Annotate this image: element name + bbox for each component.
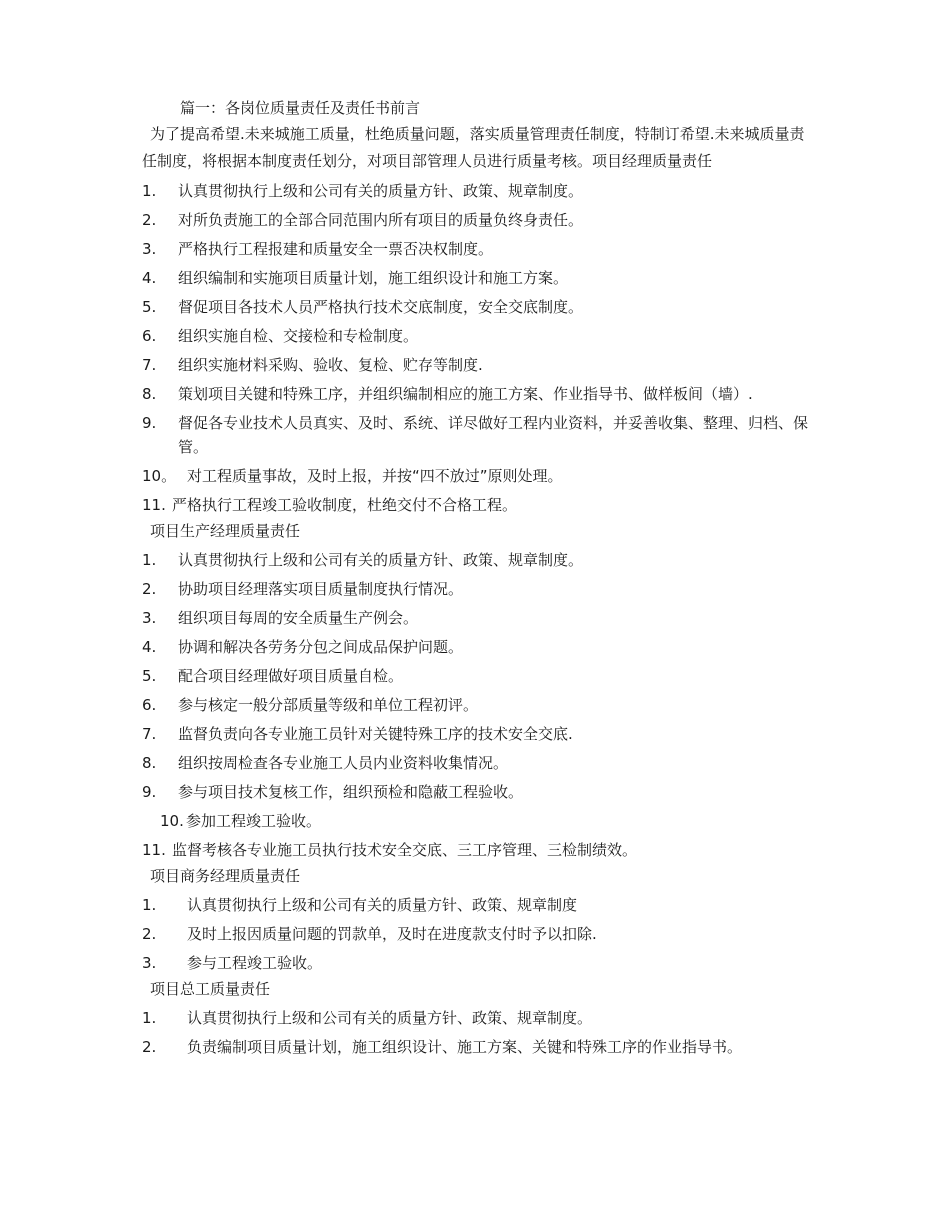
list-item-text: 严格执行工程报建和质量安全一票否决权制度。	[178, 240, 494, 258]
list-item	[142, 1006, 812, 1030]
list-item-number: 1.	[142, 551, 157, 569]
list-item	[142, 577, 812, 601]
intro-paragraph: 为了提高希望.未来城施工质量，杜绝质量问题，落实质量管理责任制度，特制订希望.未来城质量责任制度，将根据本制度责任划分，对项目部管理人员进行质量考核。项目经理质量责任	[142, 125, 805, 170]
list-item-number: 11.	[142, 496, 166, 514]
sections-container	[142, 179, 812, 1059]
list-item-number: 9.	[142, 414, 157, 432]
list-item	[142, 353, 812, 377]
list-item-text: 严格执行工程竣工验收制度，杜绝交付不合格工程。	[172, 496, 518, 514]
list-item-number: 11.	[142, 841, 166, 859]
list-item-text: 负责编制项目质量计划，施工组织设计、施工方案、关键和特殊工序的作业指导书。	[187, 1038, 743, 1056]
list-item-number: 1.	[142, 896, 157, 914]
list-item	[142, 1035, 812, 1059]
list-item	[142, 838, 812, 862]
list-item-number: 8.	[142, 754, 157, 772]
list-item-number: 9.	[142, 783, 157, 801]
list-item-number: 5.	[142, 298, 157, 316]
list-item-text: 协助项目经理落实项目质量制度执行情况。	[178, 580, 464, 598]
list-item-number: 2.	[142, 1038, 157, 1056]
list-item-number: 7.	[142, 356, 157, 374]
list-item	[142, 179, 812, 203]
list-item-text: 组织按周检查各专业施工人员内业资料收集情况。	[178, 754, 509, 772]
list-item-text: 认真贯彻执行上级和公司有关的质量方针、政策、规章制度	[187, 896, 578, 914]
section-heading: 项目总工质量责任	[150, 980, 271, 998]
list-item-text: 监督考核各专业施工员执行技术安全交底、三工序管理、三检制绩效。	[172, 841, 638, 859]
list-item-text: 督促各专业技术人员真实、及时、系统、详尽做好工程内业资料，并妥善收集、整理、归档、保管。	[178, 414, 809, 456]
document-body	[142, 95, 812, 1064]
list-item-text: 参与项目技术复核工作，组织预检和隐蔽工程验收。	[178, 783, 524, 801]
list-item	[142, 324, 812, 348]
list-item	[142, 548, 812, 572]
list-item	[142, 493, 812, 517]
list-item-text: 配合项目经理做好项目质量自检。	[178, 667, 404, 685]
section-heading: 项目商务经理质量责任	[150, 867, 301, 885]
list-item-text: 监督负责向各专业施工员针对关键特殊工序的技术安全交底.	[178, 725, 573, 743]
list-item	[142, 780, 812, 804]
list-item	[142, 635, 812, 659]
list-item-text: 协调和解决各劳务分包之间成品保护问题。	[178, 638, 464, 656]
list-item	[142, 266, 812, 290]
list-item-number: 2.	[142, 211, 157, 229]
list-item	[142, 606, 812, 630]
list-item-text: 对所负责施工的全部合同范围内所有项目的质量负终身责任。	[178, 211, 584, 229]
list-item-number: 5.	[142, 667, 157, 685]
section-heading: 项目生产经理质量责任	[150, 522, 301, 540]
list-item	[142, 237, 812, 261]
list-item-number: 2.	[142, 580, 157, 598]
list-item	[142, 411, 812, 459]
list-item	[142, 464, 812, 488]
list-item-number: 3.	[142, 609, 157, 627]
list-item-text: 参与核定一般分部质量等级和单位工程初评。	[178, 696, 479, 714]
document-title: 篇一：各岗位质量责任及责任书前言	[180, 99, 421, 117]
list-item	[142, 208, 812, 232]
list-item-text: 组织项目每周的安全质量生产例会。	[178, 609, 419, 627]
list-item-text: 对工程质量事故，及时上报，并按“四不放过”原则处理。	[187, 467, 563, 485]
list-item-number: 3.	[142, 240, 157, 258]
list-item-text: 认真贯彻执行上级和公司有关的质量方针、政策、规章制度。	[178, 182, 584, 200]
list-item-text: 及时上报因质量问题的罚款单，及时在进度款支付时予以扣除.	[187, 925, 597, 943]
list-item	[142, 382, 812, 406]
list-item-number: 6.	[142, 696, 157, 714]
list-item-text: 组织编制和实施项目质量计划，施工组织设计和施工方案。	[178, 269, 569, 287]
list-item	[142, 922, 812, 946]
list-item-number: 3.	[142, 954, 157, 972]
list-item	[142, 751, 812, 775]
list-item-number: 10.	[160, 812, 184, 830]
list-item	[142, 722, 812, 746]
list-item-text: 参与工程竣工验收。	[187, 954, 323, 972]
list-item-text: 认真贯彻执行上级和公司有关的质量方针、政策、规章制度。	[187, 1009, 593, 1027]
list-item-number: 2.	[142, 925, 157, 943]
list-item-number: 4.	[142, 638, 157, 656]
list-item-text: 策划项目关键和特殊工序，并组织编制相应的施工方案、作业指导书、做样板间（墙）.	[178, 385, 753, 403]
list-item	[142, 664, 812, 688]
list-item-number: 7.	[142, 725, 157, 743]
list-item-number: 1.	[142, 182, 157, 200]
list-item-number: 8.	[142, 385, 157, 403]
list-item	[142, 951, 812, 975]
list-item	[142, 809, 812, 833]
list-item	[142, 295, 812, 319]
list-item-number: 4.	[142, 269, 157, 287]
list-item-text: 参加工程竣工验收。	[186, 812, 322, 830]
list-item-number: 6.	[142, 327, 157, 345]
list-item-number: 10。	[142, 467, 177, 485]
list-item	[142, 693, 812, 717]
list-item-text: 组织实施材料采购、验收、复检、贮存等制度.	[178, 356, 483, 374]
list-item-text: 认真贯彻执行上级和公司有关的质量方针、政策、规章制度。	[178, 551, 584, 569]
list-item	[142, 893, 812, 917]
list-item-text: 督促项目各技术人员严格执行技术交底制度，安全交底制度。	[178, 298, 584, 316]
list-item-number: 1.	[142, 1009, 157, 1027]
list-item-text: 组织实施自检、交接检和专检制度。	[178, 327, 419, 345]
